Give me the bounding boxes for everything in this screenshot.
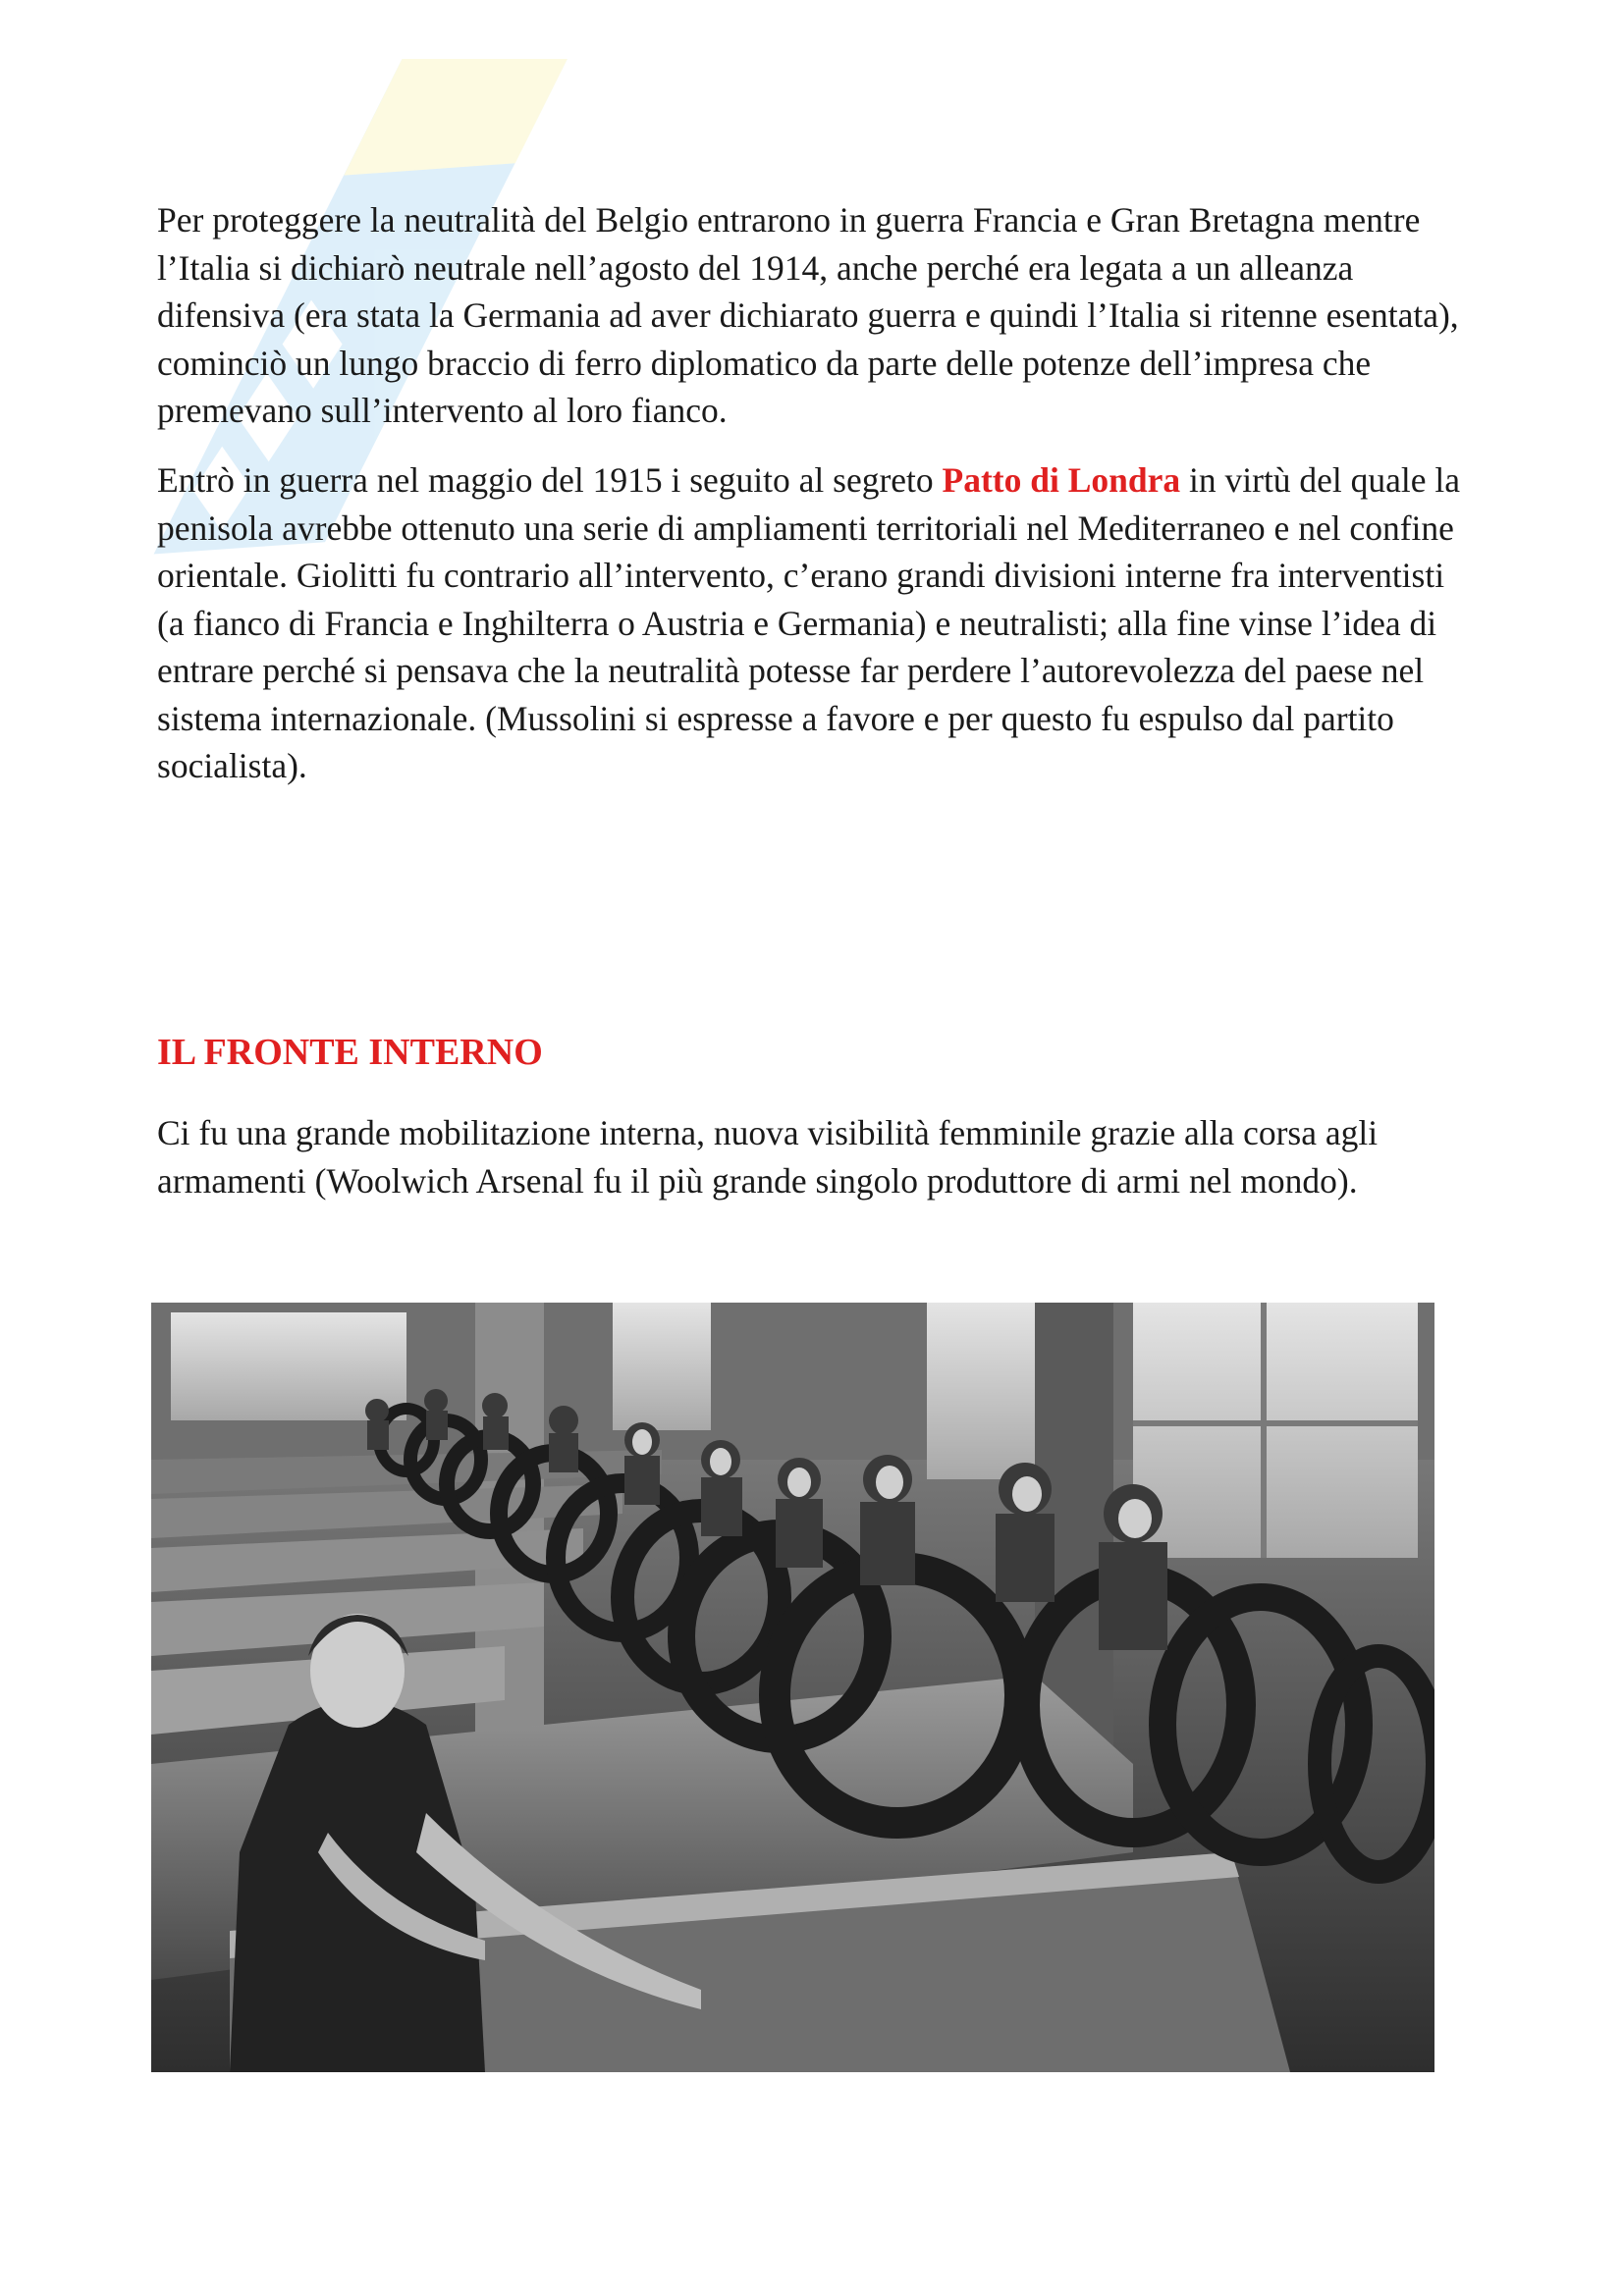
section-heading: IL FRONTE INTERNO [157,1032,543,1073]
factory-women-photo [151,1303,1434,2072]
paragraph-neutrality: Per proteggere la neutralità del Belgio entrarono in guerra Francia e Gran Bretagna mentre l’Italia si dichiarò neutrale nell’agosto del 1914, anche perché era legata a un alleanza difensiva (era stata la Germania ad aver dichiarato guerra e quindi l’Italia si ritenne esentata), cominciò un lungo braccio di ferro diplomatico da parte delle potenze dell’impresa che premevano sull’intervento al loro fianco. [157,200,1459,430]
patto-di-londra-highlight: Patto di Londra [942,460,1181,500]
paragraph-london-pact-after: in virtù del quale la penisola avrebbe ottenuto una serie di ampliamenti territoriali nel Mediterraneo e nel confine orientale. Giolitti fu contrario all’intervento, c’erano grandi divisioni interne fra interventisti (a fianco di Francia e Inghilterra o Austria e Germania) e neutralisti; alla fine vinse l’idea di entrare perché si pensava che la neutralità potesse far perdere l’autorevolezza del paese nel sistema internazionale. (Mussolini si espresse a favore e per questo fu espulso dal partito socialista). [157,460,1461,785]
paragraph-london-pact [157,456,1473,790]
paragraph-home-front: Ci fu una grande mobilitazione interna, nuova visibilità femminile grazie alla corsa agli armamenti (Woolwich Arsenal fu il più grande singolo produttore di armi nel mondo). [157,1113,1379,1201]
paragraph-london-pact-before: Entrò in guerra nel maggio del 1915 i seguito al segreto [157,460,943,500]
